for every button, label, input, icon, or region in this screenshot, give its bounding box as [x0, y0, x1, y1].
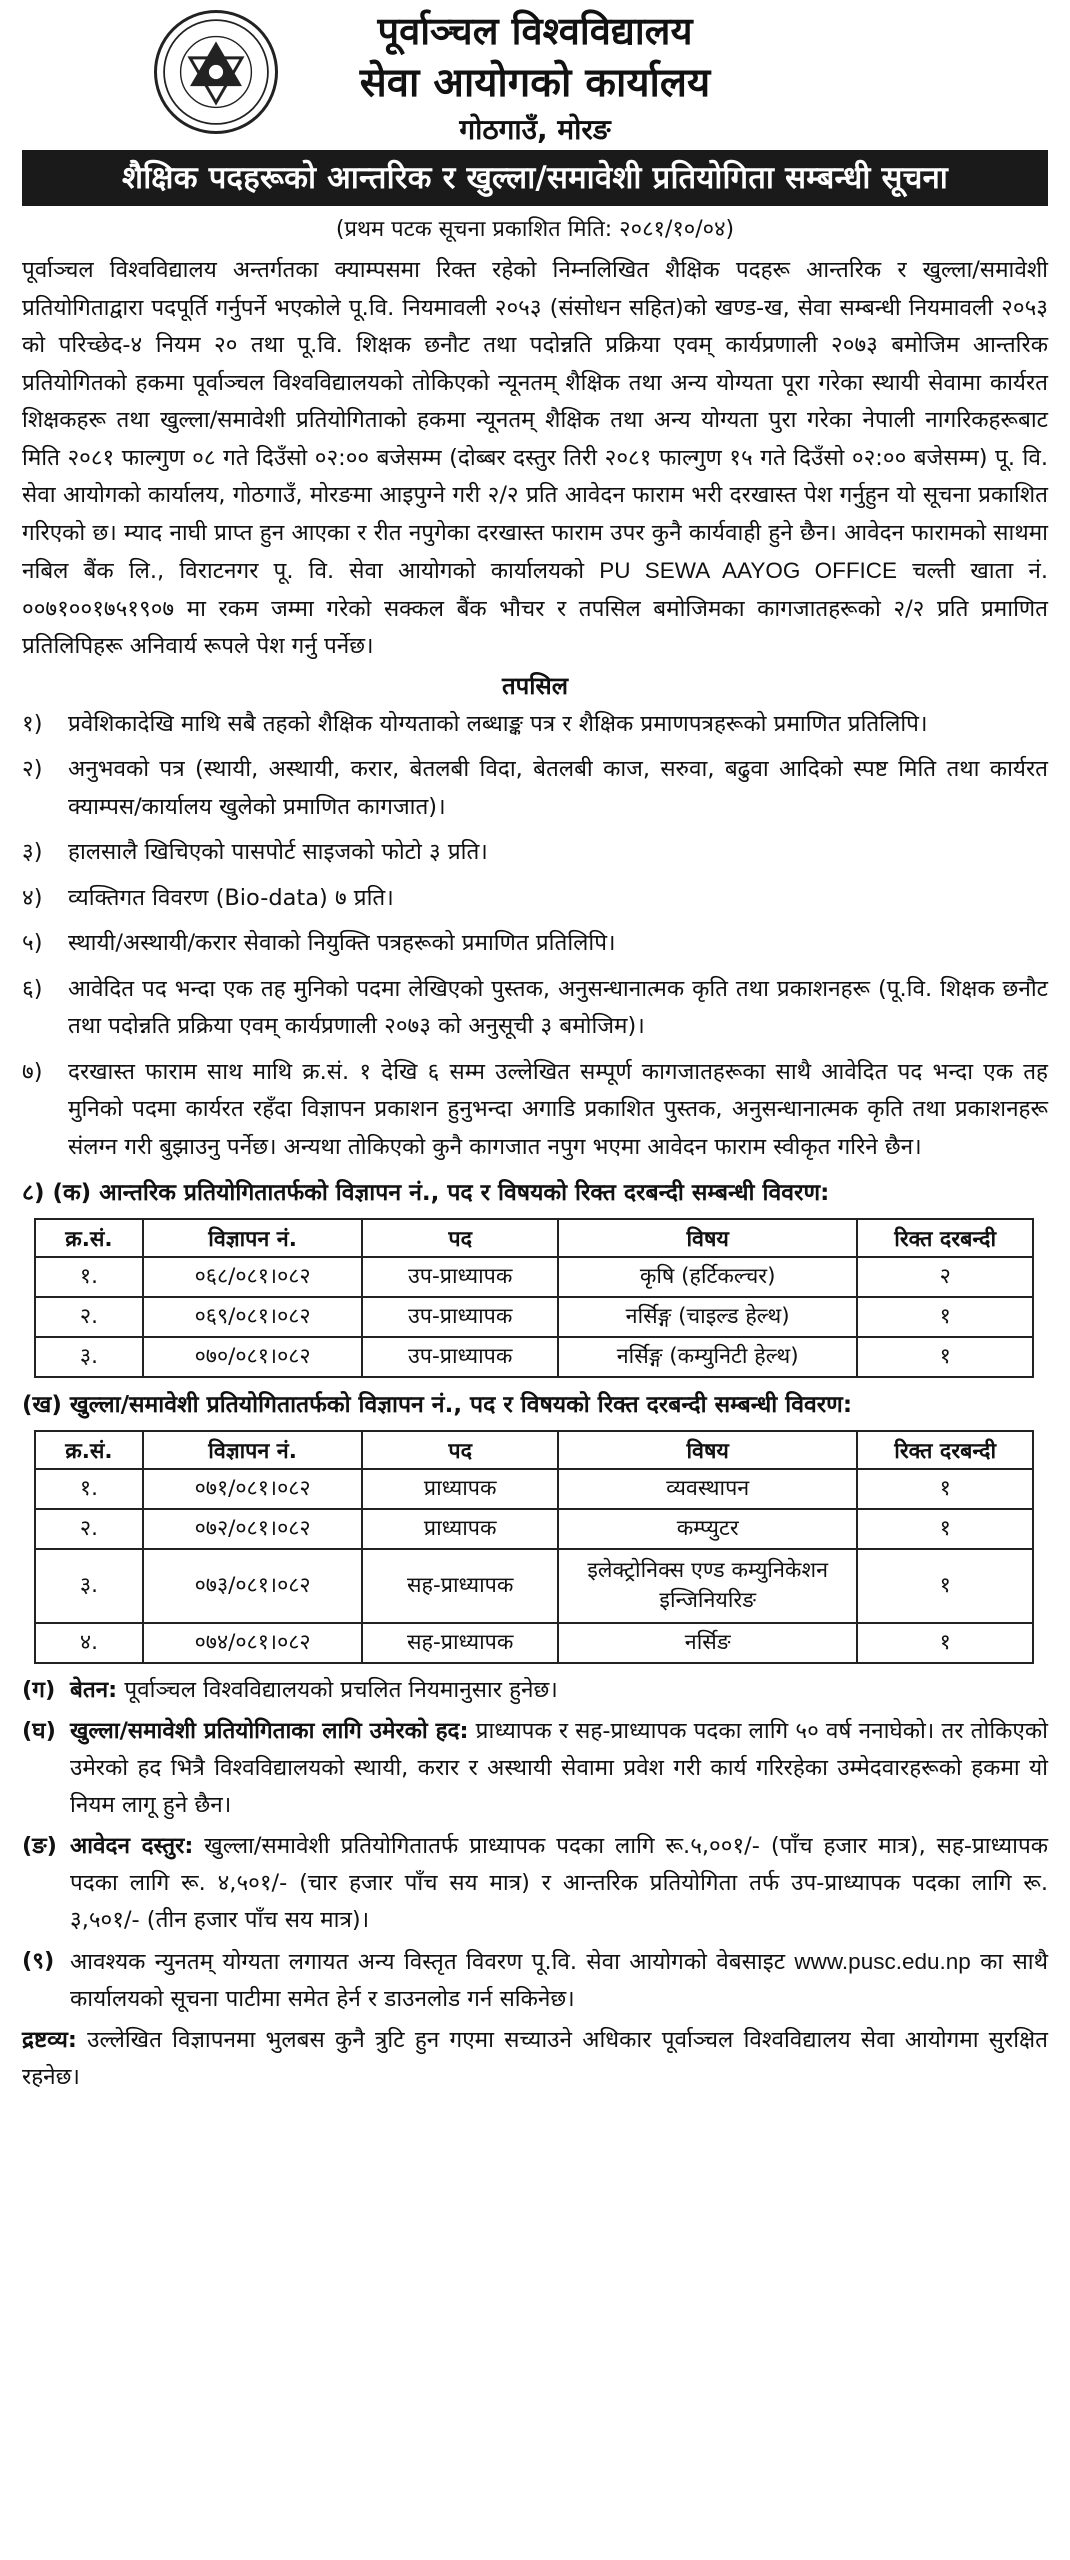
list-item-number: १)	[22, 710, 43, 737]
list-item-text: हालसालै खिचिएको पासपोर्ट साइजको फोटो ३ प्रति।	[68, 839, 488, 865]
note-number: (घ)	[22, 1718, 56, 1744]
note-number: (९)	[22, 1948, 55, 1974]
table-cell: १	[857, 1337, 1033, 1377]
note-number: (ङ)	[22, 1833, 57, 1859]
table-cell: २.	[35, 1297, 143, 1337]
column-header: विज्ञापन नं.	[143, 1219, 363, 1257]
notice-title-banner: शैक्षिक पदहरूको आन्तरिक र खुल्ला/समावेशी प्रतियोगिता सम्बन्धी सूचना	[22, 150, 1048, 206]
note-text: खुल्ला/समावेशी प्रतियोगितातर्फ प्राध्यापक पदका लागि रू.५,००१/- (पाँच हजार मात्र), सह-प्राध्यापक पदका लागि रू. ४,५०१/- (चार हजार पाँच सय मात्र) र आन्तरिक प्रतियोगिता तर्फ उप-प्राध्यापक पदका लागि रू. ३,५०१/- (तीन हजार पाँच सय मात्र)।	[70, 1833, 1048, 1933]
table-cell: इलेक्ट्रोनिक्स एण्ड कम्युनिकेशन इन्जिनियरिङ	[558, 1549, 857, 1623]
column-header: क्र.सं.	[35, 1219, 143, 1257]
note-label: आवेदन दस्तुर:	[70, 1833, 194, 1859]
list-item-number: ६)	[22, 975, 43, 1002]
table-cell: उप-प्राध्यापक	[362, 1297, 558, 1337]
note-label: खुल्ला/समावेशी प्रतियोगिताका लागि उमेरको हद:	[70, 1718, 469, 1744]
table-cell: ०६८/०८१।०८२	[143, 1257, 363, 1297]
list-item	[22, 880, 1048, 918]
table-cell: १.	[35, 1469, 143, 1509]
table-row	[35, 1257, 1033, 1297]
website-link[interactable]: www.pusc.edu.np	[794, 1949, 971, 1974]
table-cell: ०७३/०८१।०८२	[143, 1549, 363, 1623]
table-row	[35, 1549, 1033, 1623]
tapsil-heading: तपसिल	[501, 671, 569, 700]
application-fee-note	[22, 1828, 1048, 1939]
table-cell: व्यवस्थापन	[558, 1469, 857, 1509]
list-item-text: दरखास्त फाराम साथ माथि क्र.सं. १ देखि ६ सम्म उल्लेखित सम्पूर्ण कागजातहरूका साथै आवेदित पद भन्दा एक तह मुनिको पदमा कार्यरत रहँदा विज्ञापन प्रकाशन हुनुभन्दा अगाडि प्रकाशित पुस्तक, अनुसन्धानात्मक कृति तथा प्रकाशनहरू संलग्न गरी बुझाउनु पर्नेछ। अन्यथा तोकिएको कुनै कागजात नपुग भएमा आवेदन फाराम स्वीकृत गरिने छैन।	[68, 1058, 1048, 1160]
table-cell: ०६९/०८१।०८२	[143, 1297, 363, 1337]
table-cell: उप-प्राध्यापक	[362, 1337, 558, 1377]
table-cell: कम्प्युटर	[558, 1509, 857, 1549]
table-cell: १	[857, 1469, 1033, 1509]
university-name: पूर्वाञ्चल विश्वविद्यालय	[377, 9, 693, 53]
note-number: (ग)	[22, 1677, 56, 1703]
column-header: विषय	[558, 1431, 857, 1469]
list-item	[22, 706, 1048, 744]
salary-note	[22, 1672, 1048, 1709]
document-list	[22, 706, 1048, 1167]
table-cell: ०७०/०८१।०८२	[143, 1337, 363, 1377]
internal-vacancy-table	[34, 1218, 1034, 1378]
header	[22, 0, 1048, 150]
table-cell: ०७१/०८१।०८२	[143, 1469, 363, 1509]
note-text: पूर्वाञ्चल विश्वविद्यालयको प्रचलित नियमानुसार हुनेछ।	[124, 1677, 558, 1703]
list-item	[22, 971, 1048, 1046]
list-item	[22, 925, 1048, 963]
table-cell: नर्सिङ्ग (कम्युनिटी हेल्थ)	[558, 1337, 857, 1377]
list-item-text: आवेदित पद भन्दा एक तह मुनिको पदमा लेखिएको पुस्तक, अनुसन्धानात्मक कृति तथा प्रकाशनहरू (पू.वि. शिक्षक छनौट तथा पदोन्नति प्रक्रिया एवम् कार्यप्रणाली २०७३ को अनुसूची ३ बमोजिम)।	[68, 975, 1048, 1039]
table-cell: १	[857, 1509, 1033, 1549]
intro-text-part2: चल्ती खाता नं. ००७१००१७५१९०७ मा रकम जम्मा गरेको सक्कल बैंक भौचर र तपसिल बमोजिमका कागजातहरूको २/२ प्रति प्रमाणित प्रतिलिपिहरू अनिवार्य रूपले पेश गर्नु पर्नेछ।	[22, 558, 1049, 659]
intro-paragraph	[22, 252, 1048, 666]
table-cell: १.	[35, 1257, 143, 1297]
list-item	[22, 1054, 1048, 1167]
list-item-number: ४)	[22, 884, 43, 911]
table-cell: ३.	[35, 1337, 143, 1377]
list-item	[22, 834, 1048, 872]
table-cell: सह-प्राध्यापक	[362, 1549, 558, 1623]
column-header: पद	[362, 1431, 558, 1469]
office-name: सेवा आयोगको कार्यालय	[359, 60, 711, 106]
list-item-number: ३)	[22, 839, 43, 865]
note-text: प्राध्यापक र सह-प्राध्यापक पदका लागि ५० वर्ष ननाघेको। तर तोकिएको उमेरको हद भित्रै विश्वविद्यालयको स्थायी, करार र अस्थायी सेवामा प्रवेश गरी कार्य गरिरहेका उम्मेदवारहरूको हकमा यो नियम लागू हुने छैन।	[70, 1718, 1048, 1818]
bank-account-name: PU SEWA AAYOG OFFICE	[599, 558, 898, 583]
note-text: उल्लेखित विज्ञापनमा भुलबस कुनै त्रुटि हुन गएमा सच्याउने अधिकार पूर्वाञ्चल विश्वविद्यालय सेवा आयोगमा सुरक्षित रहनेछ।	[22, 2027, 1048, 2090]
table-cell: उप-प्राध्यापक	[362, 1257, 558, 1297]
table-cell: प्राध्यापक	[362, 1469, 558, 1509]
table-cell: ०७२/०८१।०८२	[143, 1509, 363, 1549]
table-cell: ३.	[35, 1549, 143, 1623]
list-item-number: ७)	[22, 1058, 43, 1085]
list-item-number: ५)	[22, 930, 43, 956]
open-vacancy-heading: (ख) खुल्ला/समावेशी प्रतियोगितातर्फको विज्ञापन नं., पद र विषयको रिक्त दरबन्दी सम्बन्धी विवरण:	[22, 1392, 853, 1418]
column-header: रिक्त दरबन्दी	[857, 1431, 1033, 1469]
table-row	[35, 1509, 1033, 1549]
table-cell: ०७४/०८१।०८२	[143, 1623, 363, 1663]
list-item-text: व्यक्तिगत विवरण (Bio-data) ७ प्रति।	[68, 884, 394, 911]
intro-text-part1: पूर्वाञ्चल विश्वविद्यालय अन्तर्गतका क्याम्पसमा रिक्त रहेको निम्नलिखित शैक्षिक पदहरू आन्तरिक र खुल्ला/समावेशी प्रतियोगिताद्वारा पदपूर्ति गर्नुपर्ने भएकोले पू.वि. नियमावली २०५३ (संसोधन सहित)को खण्ड-ख, सेवा सम्बन्धी नियमावली २०५३ को परिच्छेद-४ नियम २० तथा पू.वि. शिक्षक छनौट तथा पदोन्नति प्रक्रिया एवम् कार्यप्रणाली २०७३ बमोजिम आन्तरिक प्रतियोगितको हकमा पूर्वाञ्चल विश्वविद्यालयको तोकिएको न्यूनतम् शैक्षिक तथा अन्य योग्यता पूरा गरेका स्थायी सेवामा कार्यरत शिक्षकहरू तथा खुल्ला/समावेशी प्रतियोगिताको हकमा न्यूनतम् शैक्षिक तथा अन्य योग्यता पुरा गरेका नेपाली नागरिकहरूबाट मिति २०८१ फाल्गुण ०८ गते दिउँसो ०२:०० बजेसम्म (दोब्बर दस्तुर तिरी २०८१ फाल्गुण १५ गते दिउँसो ०२:०० बजेसम्म) पू. वि. सेवा आयोगको कार्यालय, गोठगाउँ, मोरङमा आइपुग्ने गरी २/२ प्रति आवेदन फाराम भरी दरखास्त पेश गर्नुहुन यो सूचना प्रकाशित गरिएको छ। म्याद नाघी प्राप्त हुन आएका र रीत नपुगेका दरखास्त फाराम उपर कुनै कार्यवाही हुने छैन। आवेदन फारामको साथमा नबिल बैंक लि., विराटनगर पू. वि. सेवा आयोगको कार्यालयको	[22, 257, 1048, 584]
note-text: आवश्यक न्युनतम् योग्यता लगायत अन्य विस्तृत विवरण पू.वि. सेवा आयोगको वेबसाइट	[70, 1949, 786, 1975]
note-text: का साथै कार्यालयको सूचना पाटीमा समेत हेर्न र डाउनलोड गर्न सकिनेछ।	[70, 1949, 1048, 2012]
publish-date-line: (प्रथम पटक सूचना प्रकाशित मिति: २०८१/१०/०४)	[335, 217, 735, 242]
table-cell: २.	[35, 1509, 143, 1549]
table-cell: २	[857, 1257, 1033, 1297]
column-header: रिक्त दरबन्दी	[857, 1219, 1033, 1257]
table-row	[35, 1623, 1033, 1663]
list-item-text: प्रवेशिकादेखि माथि सबै तहको शैक्षिक योग्यताको लब्धाङ्क पत्र र शैक्षिक प्रमाणपत्रहरूको प्रमाणित प्रतिलिपि।	[68, 710, 928, 737]
column-header: पद	[362, 1219, 558, 1257]
age-limit-note	[22, 1713, 1048, 1824]
table-header-row	[35, 1431, 1033, 1469]
table-cell: प्राध्यापक	[362, 1509, 558, 1549]
table-cell: १	[857, 1623, 1033, 1663]
list-item-text: अनुभवको पत्र (स्थायी, अस्थायी, करार, बेतलबी विदा, बेतलबी काज, सरुवा, बढुवा आदिको स्पष्ट मिति तथा कार्यरत क्याम्पस/कार्यालय खुलेको प्रमाणित कागजात)।	[68, 756, 1048, 820]
website-note	[22, 1943, 1048, 2018]
column-header: क्र.सं.	[35, 1431, 143, 1469]
table-header-row	[35, 1219, 1033, 1257]
table-cell: ४.	[35, 1623, 143, 1663]
internal-vacancy-heading: ८) (क) आन्तरिक प्रतियोगितातर्फको विज्ञापन नं., पद र विषयको रिक्त दरबन्दी सम्बन्धी विवरण:	[22, 1180, 830, 1206]
table-cell: नर्सिङ	[558, 1623, 857, 1663]
column-header: विषय	[558, 1219, 857, 1257]
note-label: द्रष्टव्य:	[22, 2027, 77, 2053]
note-label: बेतन:	[70, 1677, 118, 1703]
table-row	[35, 1337, 1033, 1377]
table-cell: १	[857, 1549, 1033, 1623]
office-address: गोठगाउँ, मोरङ	[459, 113, 611, 146]
table-cell: सह-प्राध्यापक	[362, 1623, 558, 1663]
column-header: विज्ञापन नं.	[143, 1431, 363, 1469]
open-vacancy-table	[34, 1430, 1034, 1664]
list-item-text: स्थायी/अस्थायी/करार सेवाको नियुक्ति पत्रहरूको प्रमाणित प्रतिलिपि।	[68, 930, 616, 956]
table-row	[35, 1297, 1033, 1337]
list-item	[22, 751, 1048, 826]
table-cell: १	[857, 1297, 1033, 1337]
list-item-number: २)	[22, 756, 43, 782]
table-cell: नर्सिङ्ग (चाइल्ड हेल्थ)	[558, 1297, 857, 1337]
table-row	[35, 1469, 1033, 1509]
table-cell: कृषि (हर्टिकल्चर)	[558, 1257, 857, 1297]
disclaimer-note	[22, 2022, 1048, 2096]
